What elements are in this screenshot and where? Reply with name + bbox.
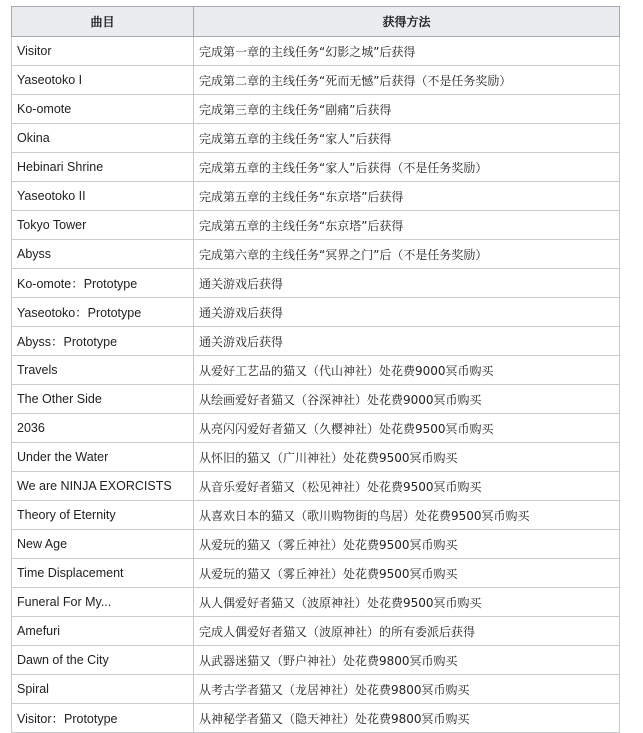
table-row [12,530,620,559]
header-track: 曲目 [12,7,194,37]
track-name-cell: Spiral [12,675,194,704]
track-name-cell: Yaseotoko II [12,182,194,211]
table-row [12,240,620,269]
track-name-cell: The Other Side [12,385,194,414]
acquisition-method-cell: 完成第五章的主线任务“家人”后获得 [194,124,620,153]
acquisition-method-cell: 完成第一章的主线任务“幻影之城”后获得 [194,37,620,66]
track-name-cell: Amefuri [12,617,194,646]
acquisition-method-cell: 从爱玩的猫又（雾丘神社）处花费9500冥币购买 [194,559,620,588]
acquisition-method-cell: 通关游戏后获得 [194,327,620,356]
acquisition-method-cell: 通关游戏后获得 [194,269,620,298]
track-name-cell: Visitor：Prototype [12,704,194,733]
table-row [12,269,620,298]
table-row [12,704,620,733]
acquisition-method-cell: 从绘画爱好者猫又（谷深神社）处花费9000冥币购买 [194,385,620,414]
table-row [12,588,620,617]
header-method: 获得方法 [194,7,620,37]
acquisition-method-cell: 完成第五章的主线任务“东京塔”后获得 [194,182,620,211]
acquisition-method-cell: 从考古学者猫又（龙居神社）处花费9800冥币购买 [194,675,620,704]
table-row [12,385,620,414]
track-acquisition-table [11,6,620,733]
acquisition-method-cell: 从武器迷猫又（野户神社）处花费9800冥币购买 [194,646,620,675]
table-row [12,153,620,182]
track-table-container [11,6,619,733]
acquisition-method-cell: 从爱好工艺品的猫又（代山神社）处花费9000冥币购买 [194,356,620,385]
table-row [12,646,620,675]
track-name-cell: Ko-omote [12,95,194,124]
acquisition-method-cell: 完成第三章的主线任务“剧痛”后获得 [194,95,620,124]
track-name-cell: Yaseotoko：Prototype [12,298,194,327]
table-row [12,472,620,501]
acquisition-method-cell: 从怀旧的猫又（广川神社）处花费9500冥币购买 [194,443,620,472]
track-name-cell: Visitor [12,37,194,66]
track-name-cell: Abyss：Prototype [12,327,194,356]
table-row [12,124,620,153]
table-row [12,37,620,66]
track-name-cell: New Age [12,530,194,559]
table-row [12,95,620,124]
table-row [12,182,620,211]
track-name-cell: Ko-omote：Prototype [12,269,194,298]
table-row [12,298,620,327]
track-name-cell: Time Displacement [12,559,194,588]
table-row [12,414,620,443]
acquisition-method-cell: 从神秘学者猫又（隐天神社）处花费9800冥币购买 [194,704,620,733]
acquisition-method-cell: 完成第二章的主线任务“死而无憾”后获得（不是任务奖励） [194,66,620,95]
track-name-cell: Okina [12,124,194,153]
acquisition-method-cell: 完成第五章的主线任务“东京塔”后获得 [194,211,620,240]
table-row [12,356,620,385]
acquisition-method-cell: 从人偶爱好者猫又（波原神社）处花费9500冥币购买 [194,588,620,617]
track-name-cell: Dawn of the City [12,646,194,675]
table-row [12,675,620,704]
track-name-cell: Tokyo Tower [12,211,194,240]
acquisition-method-cell: 完成第六章的主线任务“冥界之门”后（不是任务奖励） [194,240,620,269]
acquisition-method-cell: 从喜欢日本的猫又（歌川购物街的鸟居）处花费9500冥币购买 [194,501,620,530]
acquisition-method-cell: 从音乐爱好者猫又（松见神社）处花费9500冥币购买 [194,472,620,501]
table-row [12,211,620,240]
acquisition-method-cell: 通关游戏后获得 [194,298,620,327]
table-row [12,66,620,95]
acquisition-method-cell: 完成第五章的主线任务“家人”后获得（不是任务奖励） [194,153,620,182]
table-row [12,327,620,356]
table-header-row [12,7,620,37]
track-name-cell: Funeral For My... [12,588,194,617]
track-name-cell: Yaseotoko I [12,66,194,95]
track-name-cell: Under the Water [12,443,194,472]
track-name-cell: Abyss [12,240,194,269]
track-name-cell: Travels [12,356,194,385]
table-row [12,443,620,472]
acquisition-method-cell: 从亮闪闪爱好者猫又（久樱神社）处花费9500冥币购买 [194,414,620,443]
acquisition-method-cell: 从爱玩的猫又（雾丘神社）处花费9500冥币购买 [194,530,620,559]
table-row [12,559,620,588]
track-name-cell: We are NINJA EXORCISTS [12,472,194,501]
acquisition-method-cell: 完成人偶爱好者猫又（波原神社）的所有委派后获得 [194,617,620,646]
track-name-cell: Theory of Eternity [12,501,194,530]
table-body [12,37,620,733]
table-row [12,617,620,646]
track-name-cell: 2036 [12,414,194,443]
table-row [12,501,620,530]
track-name-cell: Hebinari Shrine [12,153,194,182]
